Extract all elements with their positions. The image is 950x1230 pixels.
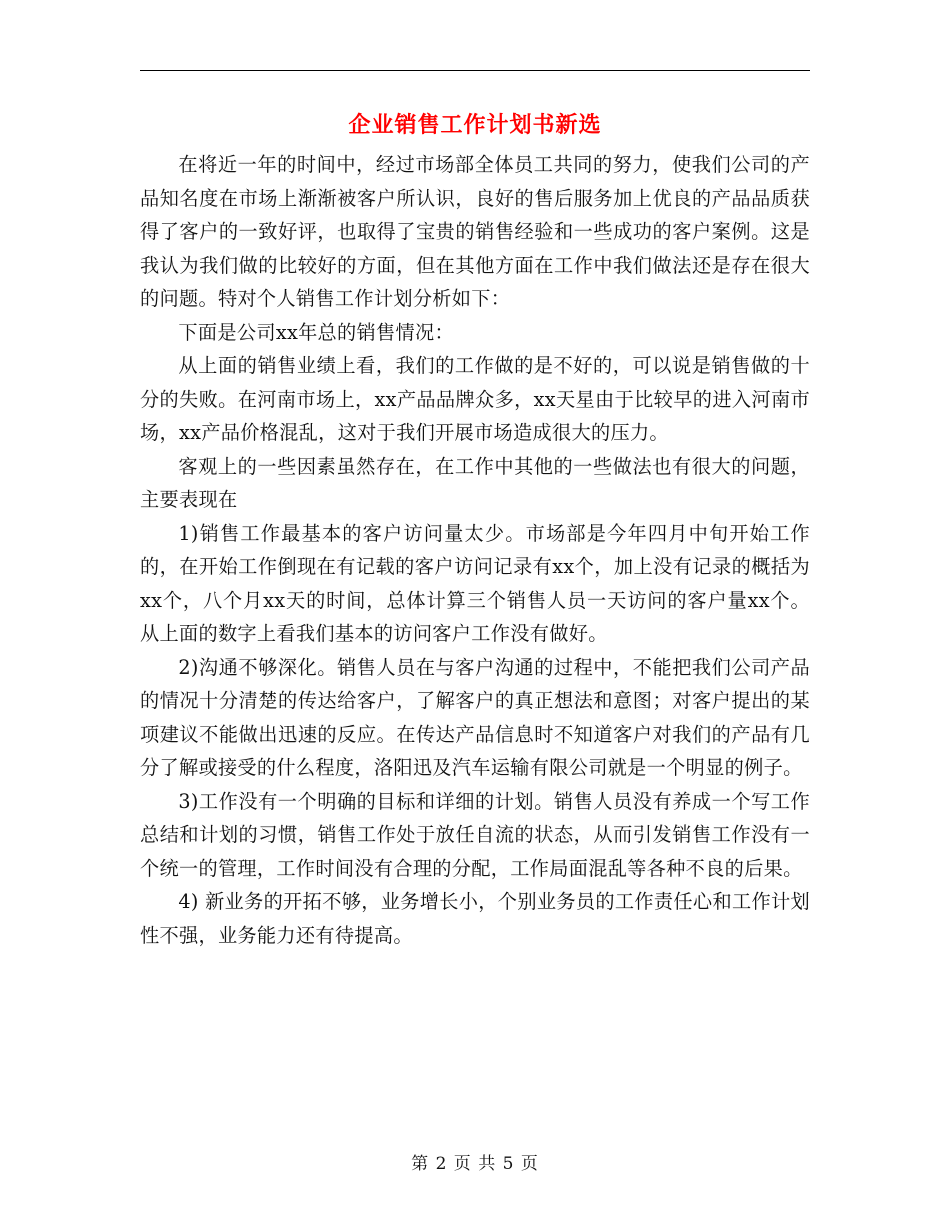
paragraph-item-4: 4) 新业务的开拓不够，业务增长小，个别业务员的工作责任心和工作计划性不强，业务能力还有待提高。: [140, 890, 810, 947]
document-title: 企业销售工作计划书新选: [348, 113, 602, 138]
document-body: [140, 148, 810, 952]
paragraph-intro: 在将近一年的时间中，经过市场部全体员工共同的努力，使我们公司的产品知名度在市场上渐渐被客户所认识，良好的售后服务加上优良的产品品质获得了客户的一致好评，也取得了宝贵的销售经验和一些成功的客户案例。这是我认为我们做的比较好的方面，但在其他方面在工作中我们做法还是存在很大的问题。特对个人销售工作计划分析如下：: [140, 153, 810, 310]
paragraph-item-1: 1)销售工作最基本的客户访问量太少。市场部是今年四月中旬开始工作的，在开始工作倒现在有记载的客户访问记录有xx个，加上没有记录的概括为xx个，八个月xx天的时间，总体计算三个销售人员一天访问的客户量xx个。从上面的数字上看我们基本的访问客户工作没有做好。: [140, 521, 810, 645]
paragraph-problems: 客观上的一些因素虽然存在，在工作中其他的一些做法也有很大的问题，主要表现在: [140, 454, 810, 511]
paragraph-performance: 从上面的销售业绩上看，我们的工作做的是不好的，可以说是销售做的十分的失败。在河南市场上，xx产品品牌众多，xx天星由于比较早的进入河南市场，xx产品价格混乱，这对于我们开展市场造成很大的压力。: [140, 354, 810, 444]
paragraph-item-3: 3)工作没有一个明确的目标和详细的计划。销售人员没有养成一个写工作总结和计划的习惯，销售工作处于放任自流的状态，从而引发销售工作没有一个统一的管理，工作时间没有合理的分配，工作局面混乱等各种不良的后果。: [140, 789, 810, 880]
paragraph-item-2: 2)沟通不够深化。销售人员在与客户沟通的过程中，不能把我们公司产品的情况十分清楚的传达给客户，了解客户的真正想法和意图；对客户提出的某项建议不能做出迅速的反应。在传达产品信息时不知道客户对我们的产品有几分了解或接受的什么程度，洛阳迅及汽车运输有限公司就是一个明显的例子。: [140, 655, 810, 779]
paragraph-sales-summary: 下面是公司xx年总的销售情况：: [178, 320, 454, 344]
header-rule: [140, 70, 810, 71]
page-number: 第 2 页 共 5 页: [411, 1154, 539, 1174]
